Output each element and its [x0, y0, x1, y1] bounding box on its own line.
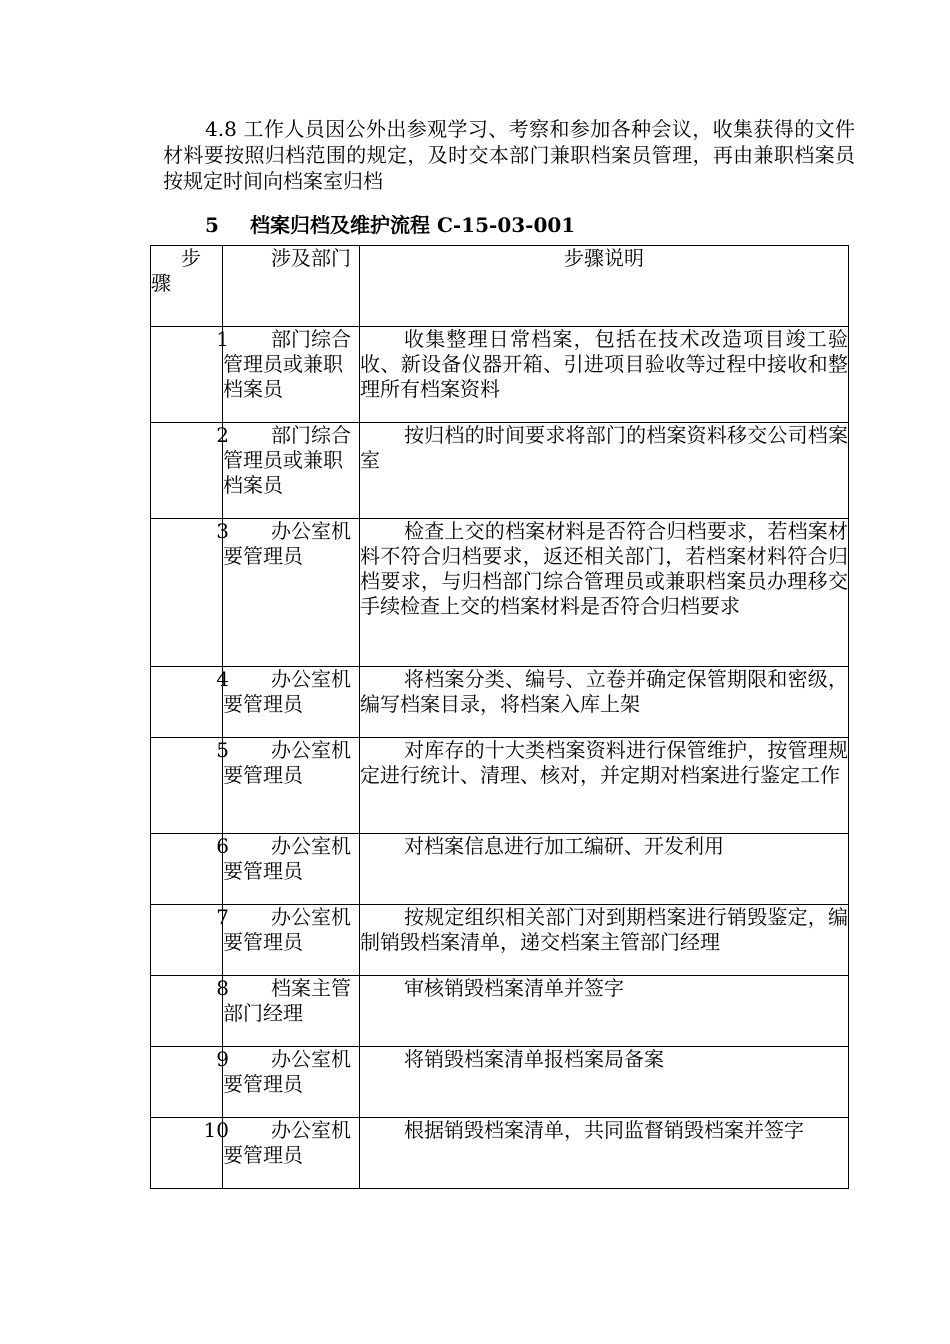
- step-description: 将销毁档案清单报档案局备案: [360, 1047, 849, 1118]
- step-description: 对库存的十大类档案资料进行保管维护，按管理规定进行统计、清理、核对，并定期对档案进行鉴定工作: [360, 738, 849, 834]
- step-department: 部门综合管理员或兼职档案员: [223, 423, 360, 519]
- step-number: 7: [151, 905, 223, 976]
- step-number: 6: [151, 834, 223, 905]
- header-step-line2: 骤: [151, 271, 171, 295]
- table-row: [151, 976, 849, 1047]
- table-row: [151, 1118, 849, 1189]
- table-row: [151, 1047, 849, 1118]
- step-description: 根据销毁档案清单，共同监督销毁档案并签字: [360, 1118, 849, 1189]
- header-dept: 涉及部门: [223, 246, 360, 327]
- step-number: 8: [151, 976, 223, 1047]
- step-description: 按规定组织相关部门对到期档案进行销毁鉴定，编制销毁档案清单，递交档案主管部门经理: [360, 905, 849, 976]
- section-title: 档案归档及维护流程 C-15-03-001: [250, 213, 576, 237]
- table-header-row: [151, 246, 849, 327]
- header-step: [151, 246, 223, 327]
- step-number: 4: [151, 667, 223, 738]
- step-description: 将档案分类、编号、立卷并确定保管期限和密级，编写档案目录，将档案入库上架: [360, 667, 849, 738]
- step-description: 对档案信息进行加工编研、开发利用: [360, 834, 849, 905]
- step-department: 办公室机要管理员: [223, 738, 360, 834]
- step-description: 检查上交的档案材料是否符合归档要求，若档案材料不符合归档要求，返还相关部门，若档案材料符合归档要求，与归档部门综合管理员或兼职档案员办理移交手续检查上交的档案材料是否符合归档要求: [360, 519, 849, 667]
- step-number: 1: [151, 327, 223, 423]
- table-row: [151, 519, 849, 667]
- header-desc: 步骤说明: [360, 246, 849, 327]
- process-table: [150, 245, 849, 1189]
- step-description: 按归档的时间要求将部门的档案资料移交公司档案室: [360, 423, 849, 519]
- step-department: 办公室机要管理员: [223, 834, 360, 905]
- header-step-line1: 步: [181, 246, 201, 270]
- table-row: [151, 738, 849, 834]
- step-department: 办公室机要管理员: [223, 519, 360, 667]
- section-heading: [205, 212, 575, 238]
- table-row: [151, 834, 849, 905]
- step-number: 3: [151, 519, 223, 667]
- step-number: 5: [151, 738, 223, 834]
- step-department: 办公室机要管理员: [223, 1047, 360, 1118]
- step-description: 审核销毁档案清单并签字: [360, 976, 849, 1047]
- step-number: 9: [151, 1047, 223, 1118]
- step-department: 部门综合管理员或兼职档案员: [223, 327, 360, 423]
- step-number: 2: [151, 423, 223, 519]
- step-number: 10: [151, 1118, 223, 1189]
- table-row: [151, 423, 849, 519]
- table-row: [151, 905, 849, 976]
- step-description: 收集整理日常档案，包括在技术改造项目竣工验收、新设备仪器开箱、引进项目验收等过程中接收和整理所有档案资料: [360, 327, 849, 423]
- table-row: [151, 667, 849, 738]
- section-number: 5: [205, 213, 219, 237]
- step-department: 办公室机要管理员: [223, 905, 360, 976]
- step-department: 档案主管部门经理: [223, 976, 360, 1047]
- table-row: [151, 327, 849, 423]
- body-paragraph: 4.8 工作人员因公外出参观学习、考察和参加各种会议，收集获得的文件材料要按照归档范围的规定，及时交本部门兼职档案员管理，再由兼职档案员按规定时间向档案室归档: [163, 117, 855, 193]
- step-department: 办公室机要管理员: [223, 1118, 360, 1189]
- step-department: 办公室机要管理员: [223, 667, 360, 738]
